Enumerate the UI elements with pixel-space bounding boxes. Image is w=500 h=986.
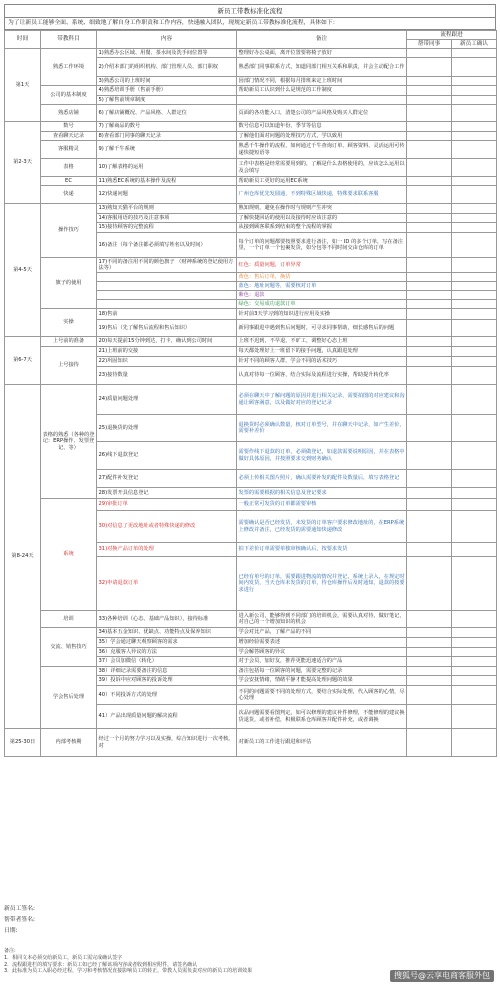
mentor-sign-cell[interactable]	[407, 667, 452, 676]
content-cell: 4)熟悉培训手册（售前手册）	[97, 86, 237, 96]
header-remark: 备注	[237, 31, 407, 49]
content-cell: 40）不同投诉方式的处理	[97, 686, 237, 705]
remark-cell: 发票的需要根据的相关信息及登记要求	[237, 488, 407, 499]
mentor-sign-cell[interactable]	[407, 291, 452, 300]
mentor-sign-cell[interactable]	[407, 499, 452, 511]
mentor-sign-cell[interactable]	[407, 385, 452, 415]
remark-cell: 了解快捷回话的使用以及接待时应该注意的	[237, 214, 407, 223]
newhire-sign-cell[interactable]	[452, 385, 497, 415]
remark-cell: 拍下差价订单需要单独审核确认后，按要求发货	[237, 543, 407, 557]
table-row	[5, 49, 497, 58]
remark-cell	[237, 96, 407, 105]
note-item: 3．此标准为员工入职必经过程，学习和考核情况直接影响员工的转正，带教人员需负责对应的新员工的培训效果	[4, 968, 253, 975]
mentor-sign-cell[interactable]	[407, 177, 452, 186]
mentor-sign-cell[interactable]	[407, 611, 452, 628]
newhire-sign-cell[interactable]	[452, 186, 497, 204]
content-cell: 8)查看部门同事的聊天记录	[97, 132, 237, 141]
mentor-sign-cell[interactable]	[407, 204, 452, 214]
content-cell: 3)熟悉公司的上班时间	[97, 77, 237, 86]
remark-cell: 每个订单的问题都要按照要求进行备注，如一 ID 的多个订单，写在备注里，一个订单一个包裹发货，如分包等不同时间交由仓库的订单	[237, 233, 407, 258]
table-row	[5, 309, 497, 320]
mentor-sign-cell[interactable]	[407, 337, 452, 347]
project-cell: 旗子的使用	[41, 258, 97, 309]
remark-cell: 不同的问题需要不同的处理方式，要结合实际处理，代入顾客的心情，尽心处理	[237, 686, 407, 705]
remark-cell: 了解他们面对问题的处理技巧方式，学以致用	[237, 132, 407, 141]
remark-cell: 认真对待每一位顾客，结合实际及流程进行实操，帮助提升转化率	[237, 367, 407, 385]
remark-cell: 需要确认是否已经发货，未发货的订单客户要求修改地址的，在ERP系统上修改并备注，已经发货的需要通知快递修改	[237, 511, 407, 543]
content-cell: 2)介绍本部门的组织机构、部门管理人员、部门职权	[97, 58, 237, 77]
newhire-sign-cell[interactable]	[452, 291, 497, 300]
date-label: 日期:	[4, 928, 18, 934]
header-project: 带教科目	[41, 31, 97, 49]
period-cell: 第6-7天	[5, 337, 41, 385]
project-cell: 数号	[41, 122, 97, 132]
newhire-sign-cell[interactable]	[452, 657, 497, 667]
mentor-sign-cell[interactable]	[407, 628, 452, 638]
training-table	[4, 30, 497, 757]
mentor-sign-cell[interactable]	[407, 511, 452, 543]
mentor-sign-cell[interactable]	[407, 309, 452, 320]
newhire-sign-cell[interactable]	[452, 49, 497, 58]
content-cell: 11)熟悉EC系统的基本操作及流程	[97, 177, 237, 186]
table-row	[5, 141, 497, 159]
table-row	[5, 499, 497, 511]
content-cell: 39）投诉中应对顾客的投诉处理	[97, 676, 237, 686]
remark-cell: 对新员工的工作进行跟进和评估	[237, 729, 407, 757]
remark-cell: 必须上传相关图片照片，确认需要补发的配件及数量后，填写表格登记	[237, 470, 407, 488]
remark-cell: 紫色：退款	[237, 291, 407, 300]
mentor-sign-cell[interactable]	[407, 676, 452, 686]
remark-cell: 针对不同的顾客人群，学会不同的话术技巧	[237, 357, 407, 367]
newhire-sign-cell[interactable]	[452, 347, 497, 357]
remark-cell: 上班不迟到，不早退，不旷工，调整好心态上班	[237, 337, 407, 347]
content-cell: 6)了解店铺概况、产品风格、人群定位	[97, 105, 237, 122]
content-cell	[97, 282, 237, 291]
project-cell: 熟悉工作环境	[41, 49, 97, 86]
mentor-sign-cell[interactable]	[407, 729, 452, 757]
content-cell	[97, 300, 237, 309]
newhire-sign-cell[interactable]	[452, 611, 497, 628]
content-cell: 31)对换产品订单的处理	[97, 543, 237, 557]
mentor-sign-cell[interactable]	[407, 214, 452, 223]
newhire-sign-cell[interactable]	[452, 177, 497, 186]
content-cell: 14)客服用语的技巧及注意事项	[97, 214, 237, 223]
mentor-sign-cell[interactable]	[407, 442, 452, 470]
mentor-sign-cell[interactable]	[407, 77, 452, 86]
mentor-sign-cell[interactable]	[407, 705, 452, 729]
mentor-sign-cell[interactable]	[407, 357, 452, 367]
project-cell: 操作技巧	[41, 204, 97, 258]
content-cell: 23)接待数量	[97, 367, 237, 385]
mentor-sign-cell[interactable]	[407, 258, 452, 273]
newhire-sign-cell[interactable]	[452, 233, 497, 258]
period-cell: 第1天	[5, 49, 41, 122]
content-cell: 18)售前	[97, 309, 237, 320]
table-row	[5, 337, 497, 347]
mentor-sign-cell[interactable]	[407, 543, 452, 557]
mentor-sign-cell[interactable]	[407, 488, 452, 499]
intro-text: 为了让新员工能够全面、系统、细致地了解自身工作职责和工作内容，快速融入团队，现规定新员工带教标准化流程，具体如下：	[4, 18, 496, 30]
newhire-sign-cell[interactable]	[452, 282, 497, 291]
content-cell: 34)基本五金知识、优缺点、功能特点及保养知识	[97, 628, 237, 638]
remark-cell: 需要作线下退款的订单，必须做登记，如退款需要说明原因，并在表格中做好具体原因，并按照要求交到财务确认	[237, 442, 407, 470]
newhire-sign-cell[interactable]	[452, 337, 497, 347]
remark-cell: 熟知规则，避免在操作时与规则产生冲突	[237, 204, 407, 214]
newhire-sign-cell[interactable]	[452, 223, 497, 233]
remark-cell: 蓝色：地址问题等，需要核对订单	[237, 282, 407, 291]
table-row	[5, 347, 497, 357]
table-row	[5, 105, 497, 122]
content-cell: 20)每天提前15分钟到达，打卡，确认到公司时间	[97, 337, 237, 347]
newhire-sign-cell[interactable]	[452, 705, 497, 729]
project-cell: 表格的熟悉（各种的登记：ERP操作、发票登记、等）	[41, 385, 97, 499]
period-cell: 第8-24天	[5, 385, 41, 729]
project-cell: 上号接待	[41, 347, 97, 385]
table-body	[5, 49, 497, 757]
project-cell: EC	[41, 177, 97, 186]
remark-cell: 熟悉千牛操作的流程，如何通过千牛查询订单、顾客资料、灵活运用可传递快捷短语等	[237, 141, 407, 159]
newhire-sign-cell[interactable]	[452, 628, 497, 638]
remark-cell: 退换货时必须确认数量，核对订单型号，并在聊天中记录，如产生差价，需要补差价	[237, 415, 407, 442]
remark-cell: 因部门情况不同，根据每月排班来定上班时间	[237, 77, 407, 86]
project-cell: 系统	[41, 499, 97, 611]
table-row	[5, 122, 497, 132]
project-cell: 快递	[41, 186, 97, 204]
content-cell: 22)巩固知识	[97, 357, 237, 367]
newhire-sign-cell[interactable]	[452, 648, 497, 657]
newhire-sign-cell[interactable]	[452, 543, 497, 557]
mentor-sign-cell[interactable]	[407, 122, 452, 132]
newhire-sign-cell[interactable]	[452, 686, 497, 705]
newhire-sign-cell[interactable]	[452, 300, 497, 309]
table-row	[5, 258, 497, 273]
content-cell: 经过一个月的努力学习以及实操，综合知识进行一次考核。对	[97, 729, 237, 757]
mentor-sign-cell[interactable]	[407, 96, 452, 105]
project-cell: 实操	[41, 309, 97, 337]
project-cell: 表格	[41, 159, 97, 177]
content-cell: 15)接待顾客的完整流程	[97, 223, 237, 233]
project-cell: 公司的基本制度	[41, 86, 97, 105]
table-row	[5, 86, 497, 96]
note-item: 2．流程跟进栏的填写要求：新员工如已经了解该项内容或者收到相应附件，请签名确认	[4, 961, 198, 968]
newhire-sign-cell[interactable]	[452, 367, 497, 385]
content-cell: 21)上班前的交接	[97, 347, 237, 357]
remark-cell: 工作中表格是经常需要用到的，了解是什么表格使用的，应该怎么运用以及会填写	[237, 159, 407, 177]
project-cell: 学会售后处理	[41, 667, 97, 729]
content-cell: 30)对信息了更改地址或者特殊快递的修改	[97, 511, 237, 543]
content-cell: 25)退换货的处理	[97, 415, 237, 442]
newhire-sign-cell[interactable]	[452, 511, 497, 543]
content-cell: 24)质量问题处理	[97, 385, 237, 415]
newhire-sign-cell[interactable]	[452, 729, 497, 757]
header-newhire: 新员工确认	[452, 40, 497, 49]
newhire-signature-label: 新员工签名:	[4, 906, 35, 912]
remark-cell: 广州仓库优先发圆通，不到特殊区域快递，特殊要求联系客服	[237, 186, 407, 204]
content-cell: 13)熟知天猫平台的规则	[97, 204, 237, 214]
remark-cell: 熟悉部门同事联系方式，知道同部门相互关系和职责，并会主动配合工作	[237, 58, 407, 77]
newhire-sign-cell[interactable]	[452, 309, 497, 320]
mentor-sign-cell[interactable]	[407, 86, 452, 96]
project-cell: 交流、销售技巧	[41, 628, 97, 667]
table-row	[5, 667, 497, 676]
project-cell: 上号前的准备	[41, 337, 97, 347]
project-cell: 查看聊天记录	[41, 132, 97, 141]
remark-cell: 增加经验需要表述	[237, 638, 407, 648]
remark-cell: 学会解答顾客的异议	[237, 648, 407, 657]
content-cell: 9)了解千牛系统	[97, 141, 237, 159]
mentor-sign-cell[interactable]	[407, 657, 452, 667]
newhire-sign-cell[interactable]	[452, 667, 497, 676]
period-cell: 第4-5天	[5, 204, 41, 337]
remark-cell: 对于会员，加好友，推荐更能迅速适合的产品	[237, 657, 407, 667]
newhire-sign-cell[interactable]	[452, 141, 497, 159]
mentor-sign-cell[interactable]	[407, 648, 452, 657]
content-cell: 38）详细记录需要备注的信息	[97, 667, 237, 676]
content-cell: 5)了解售前规章制度	[97, 96, 237, 105]
header-mentor: 帮带同事	[407, 40, 452, 49]
remark-cell: 每天都处理好上一班留下的接手问题，认真跟进处理	[237, 347, 407, 357]
content-cell: 10)了解表格的运用	[97, 159, 237, 177]
remark-cell: 针对前3天学习到的知识进行应用及实操	[237, 309, 407, 320]
content-cell: 32)申请退款订单	[97, 557, 237, 611]
newhire-sign-cell[interactable]	[452, 357, 497, 367]
remark-cell: 备注包括每一位顾客的问题，需要完整的记录	[237, 667, 407, 676]
newhire-sign-cell[interactable]	[452, 676, 497, 686]
newhire-sign-cell[interactable]	[452, 58, 497, 77]
remark-cell: 帮助新员工认识到什么是规范的工作制度	[237, 86, 407, 96]
remark-cell: 必须在聊天中了解问题的原因并进行相关记录，需要拍图的对应建议和沟通让顾客满意，以及做好对应的登记记录	[237, 385, 407, 415]
content-cell	[97, 291, 237, 300]
mentor-sign-cell[interactable]	[407, 347, 452, 357]
content-cell: 7)了解商品的数号	[97, 122, 237, 132]
remark-cell: 黄色：售后订单，换货	[237, 273, 407, 282]
mentor-sign-cell[interactable]	[407, 470, 452, 488]
mentor-sign-cell[interactable]	[407, 49, 452, 58]
remark-cell: 从接到顾客联系到结束的整个流程的掌握	[237, 223, 407, 233]
mentor-sign-cell[interactable]	[407, 141, 452, 159]
mentor-sign-cell[interactable]	[407, 58, 452, 77]
mentor-sign-cell[interactable]	[407, 638, 452, 648]
mentor-sign-cell[interactable]	[407, 320, 452, 337]
remark-cell: 新同事跟进中遇到售后问题时，可寻求同事帮助，细长感售后的问题	[237, 320, 407, 337]
remark-cell: 红色：质量问题，订单异常	[237, 258, 407, 273]
mentor-sign-cell[interactable]	[407, 557, 452, 611]
newhire-sign-cell[interactable]	[452, 442, 497, 470]
remark-cell: 学会安抚情绪，情绪平静才能提高处理问题的效果	[237, 676, 407, 686]
newhire-sign-cell[interactable]	[452, 488, 497, 499]
newhire-sign-cell[interactable]	[452, 320, 497, 337]
newhire-sign-cell[interactable]	[452, 122, 497, 132]
newhire-sign-cell[interactable]	[452, 638, 497, 648]
project-cell: 熟悉店铺	[41, 105, 97, 122]
table-row	[5, 132, 497, 141]
content-cell: 1)熟悉办公区域、用餐、茶水间及洗手间位置等	[97, 49, 237, 58]
mentor-sign-cell[interactable]	[407, 300, 452, 309]
newhire-sign-cell[interactable]	[452, 258, 497, 273]
header-process: 流程跟进	[407, 31, 497, 40]
content-cell: 35）学会通过聊天观察顾客的需求	[97, 638, 237, 648]
table-row	[5, 204, 497, 214]
remark-cell: 整理好办公桌面，离开位置要将椅子放好	[237, 49, 407, 58]
content-cell: 17)不同的备注用不同的颜色旗子 （财神系统的登记使用方法等）	[97, 258, 237, 273]
remark-cell: 数号信息可以知道年份、季节等信息	[237, 122, 407, 132]
remark-cell: 页面的各功能入口，清楚公司的产品风格及购买人群定位	[237, 105, 407, 122]
table-row	[5, 385, 497, 415]
period-cell: 第25-30日	[5, 729, 41, 757]
mentor-sign-cell[interactable]	[407, 105, 452, 122]
newhire-sign-cell[interactable]	[452, 77, 497, 86]
remark-cell: 进入新公司，能够得到不同部门的培训机会，需要认真对待，做好笔记，对自己的一个增加知识的机会	[237, 611, 407, 628]
mentor-sign-cell[interactable]	[407, 367, 452, 385]
remark-cell: 一般正常可发货的订单都需要审核	[237, 499, 407, 511]
newhire-sign-cell[interactable]	[452, 105, 497, 122]
mentor-sign-cell[interactable]	[407, 282, 452, 291]
content-cell: 37）会员加微信（转化）	[97, 657, 237, 667]
remark-cell: 已经有单号的订单，需要跟进物流的情况并登记，系统上录入，在规定时间内发货，当天仓库未发货的订单，待仓库操作后及时通知，退款的按要求进行	[237, 557, 407, 611]
notes-label: 备注:	[4, 948, 16, 954]
newhire-sign-cell[interactable]	[452, 273, 497, 282]
content-cell: 12)快递问题	[97, 186, 237, 204]
note-item: 1．相同文本必须交给新员工，新员工需完成确认签字	[4, 954, 123, 961]
mentor-signature-label: 帮带者签名:	[4, 917, 35, 923]
content-cell	[97, 273, 237, 282]
newhire-sign-cell[interactable]	[452, 470, 497, 488]
table-row	[5, 628, 497, 638]
remark-cell: 帮助新员工更好的运用EC系统	[237, 177, 407, 186]
newhire-sign-cell[interactable]	[452, 132, 497, 141]
newhire-sign-cell[interactable]	[452, 415, 497, 442]
mentor-sign-cell[interactable]	[407, 686, 452, 705]
project-cell: 培训	[41, 611, 97, 628]
header-content: 内容	[97, 31, 237, 49]
mentor-sign-cell[interactable]	[407, 132, 452, 141]
mentor-sign-cell[interactable]	[407, 223, 452, 233]
remark-cell: 绿色：交易成功退款订单	[237, 300, 407, 309]
page-title: 新员工带教标准化流程	[4, 4, 496, 18]
newhire-sign-cell[interactable]	[452, 96, 497, 105]
content-cell: 36）克服客人异议的方法	[97, 648, 237, 657]
content-cell: 26)线下退款登记	[97, 442, 237, 470]
header-time: 时间	[5, 31, 41, 49]
content-cell: 29)审批订单	[97, 499, 237, 511]
content-cell: 28)发票开具信息登记	[97, 488, 237, 499]
newhire-sign-cell[interactable]	[452, 214, 497, 223]
newhire-sign-cell[interactable]	[452, 557, 497, 611]
newhire-sign-cell[interactable]	[452, 204, 497, 214]
content-cell: 33)各种培训（心态、基础产品知识），接待标准	[97, 611, 237, 628]
remark-cell: 次品问题需要看图判定，如可以修理的建议补件修理，不能修理的建议换货退货，或者补偿，积极联系仓库顾客并配件补充，或者调换	[237, 705, 407, 729]
mentor-sign-cell[interactable]	[407, 273, 452, 282]
table-row	[5, 159, 497, 177]
table-row	[5, 611, 497, 628]
mentor-sign-cell[interactable]	[407, 159, 452, 177]
table-row	[5, 177, 497, 186]
table-row	[5, 729, 497, 757]
mentor-sign-cell[interactable]	[407, 415, 452, 442]
mentor-sign-cell[interactable]	[407, 233, 452, 258]
newhire-sign-cell[interactable]	[452, 499, 497, 511]
newhire-sign-cell[interactable]	[452, 159, 497, 177]
remark-cell: 学会对比产品，了解产品的不同	[237, 628, 407, 638]
mentor-sign-cell[interactable]	[407, 186, 452, 204]
period-cell: 第2-3天	[5, 122, 41, 204]
project-cell: 客服精灵	[41, 141, 97, 159]
content-cell: 16)备注（每个备注都必须填写姓名以及时间）	[97, 233, 237, 258]
table-row	[5, 186, 497, 204]
newhire-sign-cell[interactable]	[452, 86, 497, 96]
content-cell: 27)配件补发登记	[97, 470, 237, 488]
project-cell: 内部考核期	[41, 729, 97, 757]
content-cell: 41）产品出现质量问题的解决流程	[97, 705, 237, 729]
watermark: 搜狐号@云享电商客服外包	[390, 970, 494, 982]
content-cell: 19)售后（先了解售后流程和售后知识）	[97, 320, 237, 337]
